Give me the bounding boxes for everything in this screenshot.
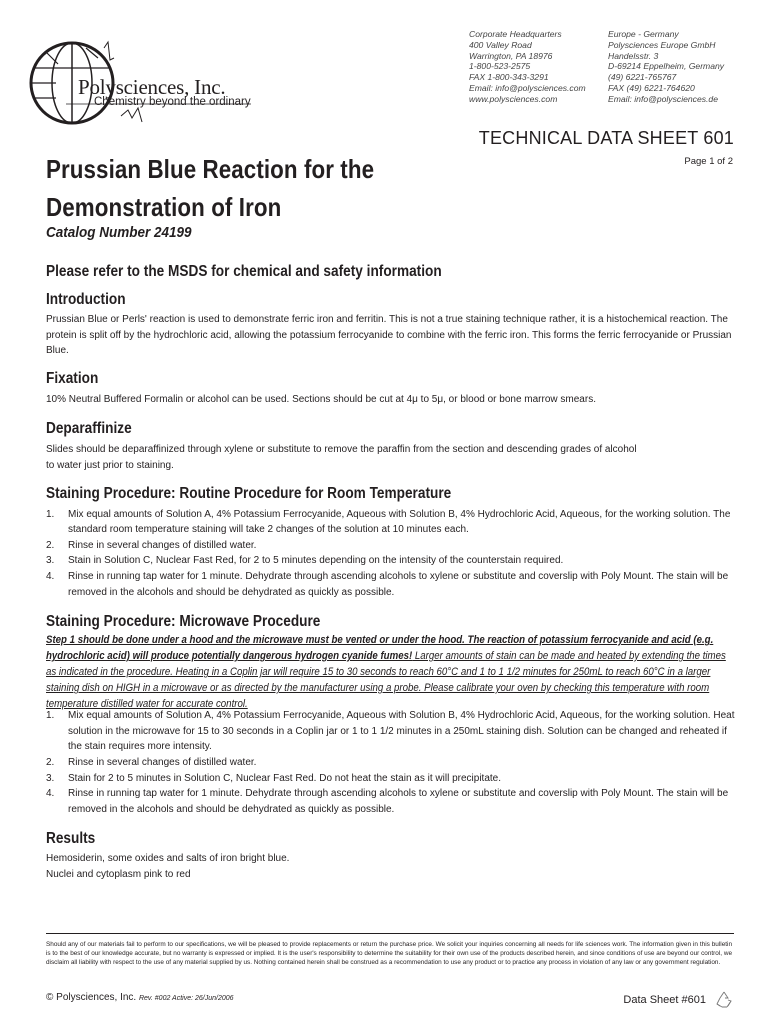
step-number: 2. xyxy=(46,756,55,768)
address-line: FAX 1-800-343-3291 xyxy=(469,72,549,83)
step-number: 1. xyxy=(46,508,55,520)
list-item xyxy=(46,553,736,569)
company-name: Polysciences, Inc. xyxy=(78,75,226,99)
address-line: Email: info@polysciences.de xyxy=(608,93,718,104)
address-line: Email: info@polysciences.com xyxy=(469,82,586,93)
list-item xyxy=(46,755,736,771)
address-line: 1-800-523-2575 xyxy=(469,61,531,72)
address-line: Warrington, PA 18976 xyxy=(469,50,553,61)
list-item xyxy=(46,786,736,817)
company-logo xyxy=(26,38,261,128)
fixation-text: 10% Neutral Buffered Formalin or alcohol can be used. Sections should be cut at 4μ to 5μ, or blood or bone marrow smears. xyxy=(46,393,596,405)
warning-rest: Larger amounts of stain can be made and heated by extending the times as indicated in the procedure. Heating in a Coplin jar will require 15 to 30 seconds to reach 60°C and 1 to 1 1/2 minutes for 250mL to reach 60°C in a larger staining dish on HIGH in a microwave or as directed by the manufacturer using a probe. Please calibrate your oven by checking this temperature with room temperature distilled water for accurate control. xyxy=(46,650,726,711)
intro-heading: Introduction xyxy=(46,291,126,308)
eu-address xyxy=(608,29,724,105)
hq-address xyxy=(469,29,586,105)
step-text: Rinse in running tap water for 1 minute. Dehydrate through ascending alcohols to xylene or substitute and coverslip with Poly Mount. The stain will be removed in the alcohols and should be dehydrated as quickly as possible. xyxy=(68,570,729,598)
fixation-heading: Fixation xyxy=(46,369,99,387)
microwave-heading: Staining Procedure: Microwave Procedure xyxy=(46,613,321,631)
list-item xyxy=(46,507,736,538)
routine-heading: Staining Procedure: Routine Procedure for Room Temperature xyxy=(46,484,452,502)
microwave-steps xyxy=(46,708,736,817)
step-number: 3. xyxy=(46,555,55,567)
step-text: Stain for 2 to 5 minutes in Solution C, Nuclear Fast Red. Do not heat the stain as it will precipitate. xyxy=(68,772,501,784)
address-line: Europe - Germany xyxy=(608,29,679,39)
step-text: Mix equal amounts of Solution A, 4% Potassium Ferrocyanide, Aqueous with Solution B, 4% Hydrochloric Acid, Aqueous, for the working solution. Heat solution in the microwave for 15 to 30 seconds in a Coplin jar or 1 to 1 1/2 minutes in a 250mL staining dish. Solution can be changed and reheated if the stain requires more intensity. xyxy=(68,710,735,753)
step-number: 3. xyxy=(46,772,55,784)
address-line: www.polysciences.com xyxy=(469,93,558,104)
address-line: 400 Valley Road xyxy=(469,39,532,50)
catalog-number: Catalog Number 24199 xyxy=(46,224,192,241)
address-line: (49) 6221-765767 xyxy=(608,72,677,83)
revision-text: Rev. #002 Active: 26/Jun/2006 xyxy=(138,995,234,1002)
copyright-text: © Polysciences, Inc. xyxy=(46,992,137,1003)
list-item xyxy=(46,538,736,554)
deparaffinize-text: Slides should be deparaffinized through xylene or substitute to remove the paraffin from the section and descending grades of alcohol to water just prior to staining. xyxy=(46,444,637,471)
data-sheet-number: Data Sheet #601 xyxy=(623,994,706,1006)
address-line: Polysciences Europe GmbH xyxy=(608,39,716,50)
microwave-warning xyxy=(46,632,735,712)
intro-text: Prussian Blue or Perls' reaction is used to demonstrate ferric iron and ferritin. This is not a true staining technique rather, it is a histochemical reaction. The protein is split off by the hydrochloric acid, allowing the potassium ferrocyanide to combine with the ferric iron. This forms the ferric ferrocyanide or Prussian Blue. xyxy=(46,314,732,357)
step-text: Rinse in running tap water for 1 minute. Dehydrate through ascending alcohols to xylene or substitute and coverslip with Poly Mount. The stain will be removed in the alcohols and should be dehydrated as quickly as possible. xyxy=(68,788,729,815)
document-body xyxy=(46,262,736,882)
step-text: Rinse in several changes of distilled water. xyxy=(68,539,257,551)
copyright xyxy=(46,992,234,1003)
list-item xyxy=(46,569,736,600)
footer-divider xyxy=(46,933,734,934)
sheet-label: TECHNICAL DATA SHEET 601 xyxy=(478,128,734,148)
address-line: FAX (49) 6221-764620 xyxy=(608,82,695,93)
address-line: D-69214 Eppelheim, Germany xyxy=(608,61,725,72)
page-number: Page 1 of 2 xyxy=(684,156,733,167)
disclaimer: Should any of our materials fail to perform to our specifications, we will be pleased to provide replacements or return the purchase price. We solicit your inquiries concerning all needs for life sciences work. The information given in this bulletin is to the best of our knowledge accurate, but no warranty is expressed or implied. It is the user's responsibility to determine the suitability for their own use of the products described herein, and since conditions of use are beyond our control, we disclaim all liability with respect to the use of any material supplied by us. Nothing contained herein shall be construed as a recommendation to use any product or to practice any process in violation of any law or any government regulation. xyxy=(46,941,732,967)
results-line: Hemosiderin, some oxides and salts of iron bright blue. xyxy=(46,853,290,865)
step-text: Mix equal amounts of Solution A, 4% Potassium Ferrocyanide, Aqueous with Solution B, 4% Hydrochloric Acid, Aqueous, for the working solution. The standard room temperature staining will take 2 changes of the solution at 10 minutes each. xyxy=(68,508,731,536)
address-line: Handelsstr. 3 xyxy=(608,50,659,61)
step-number: 4. xyxy=(46,570,55,582)
step-number: 2. xyxy=(46,539,55,551)
step-text: Rinse in several changes of distilled water. xyxy=(68,756,257,768)
list-item xyxy=(46,771,736,787)
deparaffinize-heading: Deparaffinize xyxy=(46,420,132,438)
warning-bold: Step 1 should be done under a hood and the microwave must be vented or under the hood. The reaction of potassium ferrocyanide and acid (e.g. hydrochloric acid) will produce potentially dangerous hydrogen cyanide fumes! xyxy=(46,634,714,663)
results-line: Nuclei and cytoplasm pink to red xyxy=(46,868,191,880)
address-line: Corporate Headquarters xyxy=(469,29,562,39)
step-number: 1. xyxy=(46,710,55,722)
list-item xyxy=(46,708,736,755)
msds-note: Please refer to the MSDS for chemical and safety information xyxy=(46,263,442,280)
results-heading: Results xyxy=(46,830,96,848)
company-tagline: Chemistry beyond the ordinary xyxy=(94,96,251,108)
step-text: Stain in Solution C, Nuclear Fast Red, for 2 to 5 minutes depending on the intensity of the counterstain required. xyxy=(68,555,564,567)
step-number: 4. xyxy=(46,788,55,800)
recycle-icon xyxy=(714,990,734,1010)
routine-steps xyxy=(46,507,736,601)
document-title: Prussian Blue Reaction for the Demonstration of Iron xyxy=(46,154,375,222)
